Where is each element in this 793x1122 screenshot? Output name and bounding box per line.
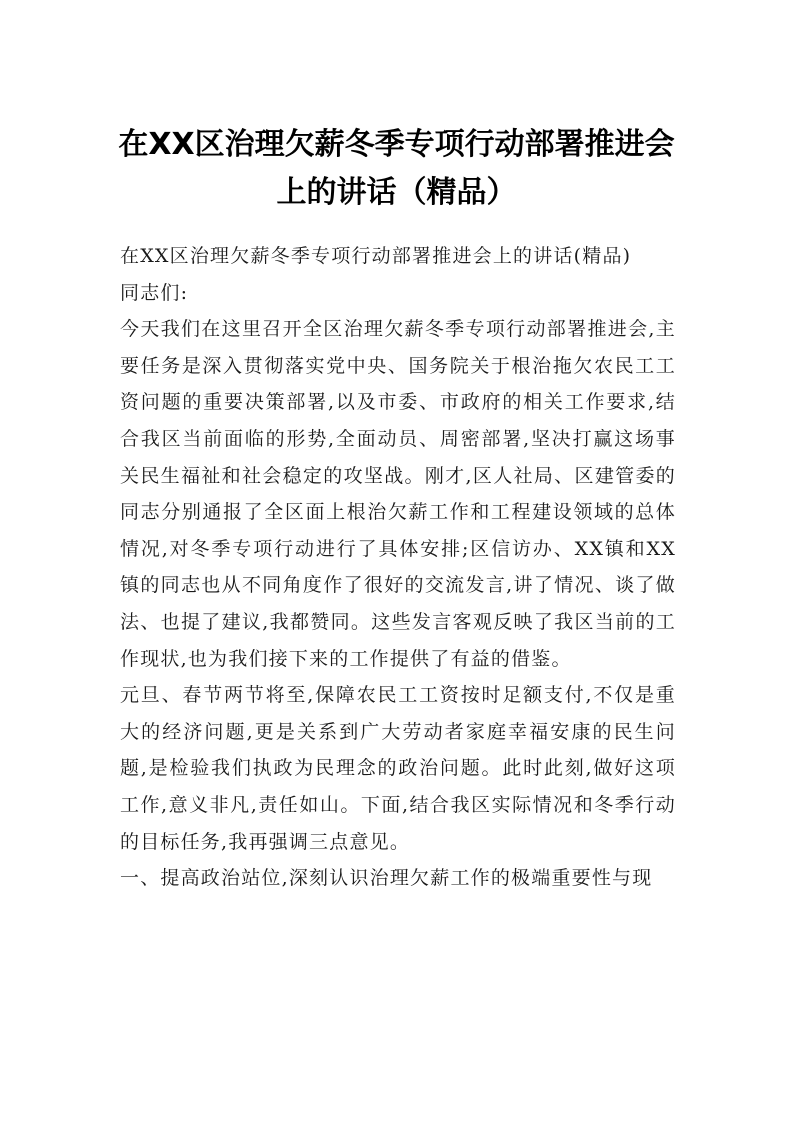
paragraph-opening: 今天我们在这里召开全区治理欠薪冬季专项行动部署推进会,主要任务是深入贯彻落实党中央、国务院关于根治拖欠农民工工资问题的重要决策部署,以及市委、市政府的相关工作要求,结合我区当前面临的形势,全面动员、周密部署,坚决打赢这场事关民生福祉和社会稳定的攻坚战。刚才,区人社局、区建管委的同志分别通报了全区面上根治欠薪工作和工程建设领域的总体情况,对冬季专项行动进行了具体安排;区信访办、XX镇和XX镇的同志也从不同角度作了很好的交流发言,讲了情况、谈了做法、也提了建议,我都赞同。这些发言客观反映了我区当前的工作现状,也为我们接下来的工作提供了有益的借鉴。 xyxy=(120,318,676,670)
paragraph-salutation: 同志们: xyxy=(120,281,189,304)
document-body xyxy=(120,238,676,897)
paragraph-subtitle: 在XX区治理欠薪冬季专项行动部署推进会上的讲话(精品) xyxy=(120,245,632,267)
paragraph-significance: 元旦、春节两节将至,保障农民工工资按时足额支付,不仅是重大的经济问题,更是关系到广大劳动者家庭幸福安康的民生问题,是检验我们执政为民理念的政治问题。此时此刻,做好这项工作,意义非凡,责任如山。下面,结合我区实际情况和冬季行动的目标任务,我再强调三点意见。 xyxy=(120,684,676,853)
document-title-line-2: 上的讲话（精品） xyxy=(276,175,517,210)
paragraph-section-heading: 一、提高政治站位,深刻认识治理欠薪工作的极端重要性与现 xyxy=(120,867,653,890)
document-title-line-1: 在XX区治理欠薪冬季专项行动部署推进会 xyxy=(118,127,675,162)
